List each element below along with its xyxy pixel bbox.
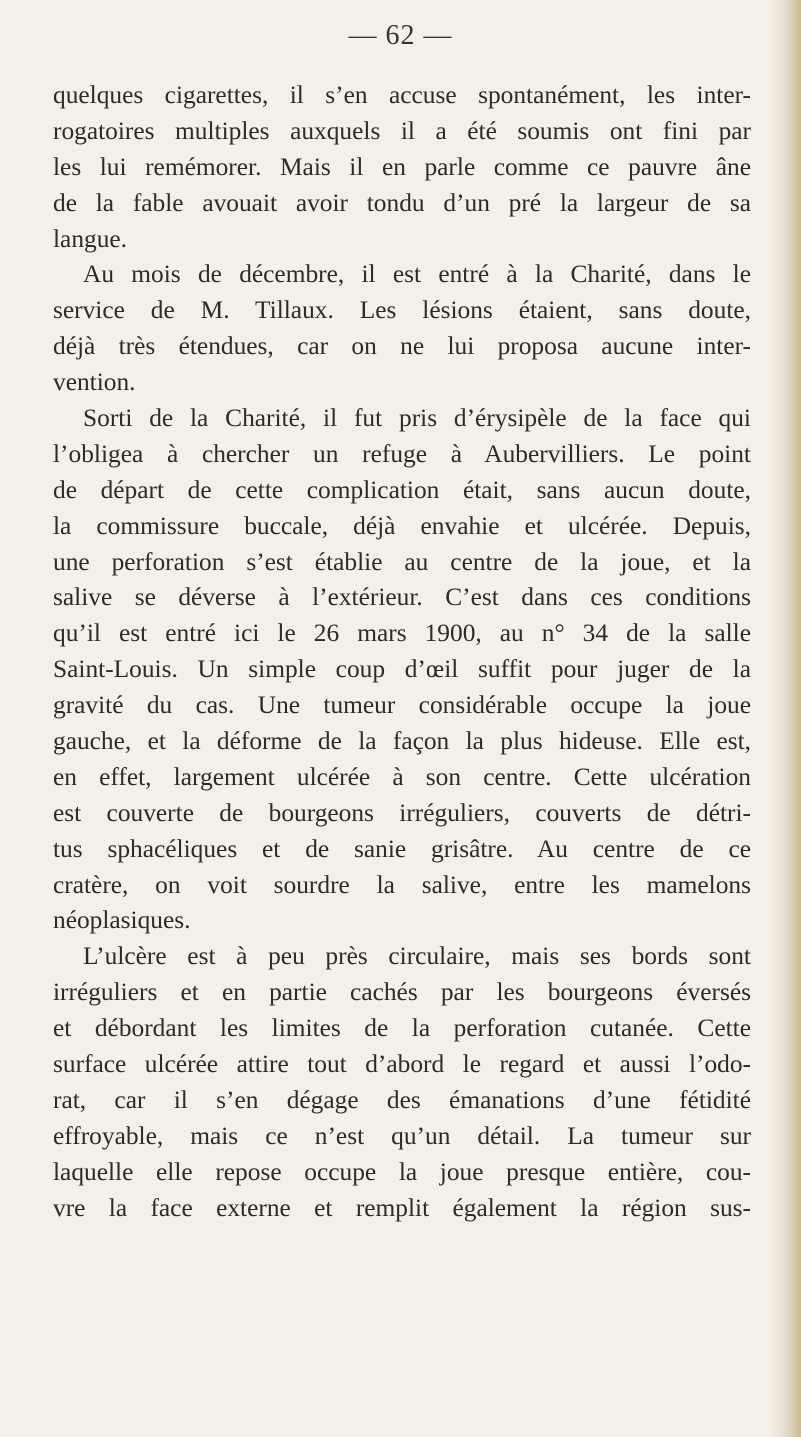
text-line: la commissure buccale, déjà envahie et ulcérée. Depuis, <box>53 511 751 540</box>
text-line: néoplasiques. <box>53 906 191 935</box>
text-line: effroyable, mais ce n’est qu’un détail. La tumeur sur <box>53 1121 751 1150</box>
text-line: gravité du cas. Une tumeur considérable occupe la joue <box>53 691 751 720</box>
text-line: de la fable avouait avoir tondu d’un pré la largeur de sa <box>53 188 751 217</box>
text-line: Au mois de décembre, il est entré à la Charité, dans le <box>83 260 751 289</box>
text-line: Saint-Louis. Un simple coup d’œil suffit pour juger de la <box>53 655 751 684</box>
text-line: les lui remémorer. Mais il en parle comme ce pauvre âne <box>53 152 751 181</box>
text-line: vention. <box>53 368 136 397</box>
text-line: service de M. Tillaux. Les lésions étaient, sans doute, <box>53 296 751 325</box>
text-line: qu’il est entré ici le 26 mars 1900, au n° 34 de la salle <box>53 619 751 648</box>
text-line: surface ulcérée attire tout d’abord le regard et aussi l’odo- <box>53 1050 751 1079</box>
text-line: tus sphacéliques et de sanie grisâtre. Au centre de ce <box>53 834 751 863</box>
text-line: une perforation s’est établie au centre de la joue, et la <box>53 547 751 576</box>
text-line: est couverte de bourgeons irréguliers, couverts de détri- <box>53 798 751 827</box>
text-line: l’obligea à chercher un refuge à Aubervilliers. Le point <box>53 439 751 468</box>
text-line: et débordant les limites de la perforation cutanée. Cette <box>53 1014 751 1043</box>
text-line: quelques cigarettes, il s’en accuse spontanément, les inter- <box>53 81 751 109</box>
text-line: cratère, on voit sourdre la salive, entre les mamelons <box>53 870 751 899</box>
text-line: en effet, largement ulcérée à son centre. Cette ulcération <box>53 762 751 791</box>
page-number: — 62 — <box>348 20 453 51</box>
page-edge-shading <box>783 0 801 1437</box>
text-line: langue. <box>53 224 128 253</box>
text-line: déjà très étendues, car on ne lui proposa aucune inter- <box>53 332 751 361</box>
text-line: vre la face externe et remplit également la région sus- <box>53 1193 751 1222</box>
text-line: salive se déverse à l’extérieur. C’est dans ces conditions <box>53 583 751 612</box>
text-line: irréguliers et en partie cachés par les bourgeons éversés <box>53 978 751 1007</box>
text-line: Sorti de la Charité, il fut pris d’érysipèle de la face qui <box>83 404 751 433</box>
body-text <box>53 78 751 1227</box>
text-line: L’ulcère est à peu près circulaire, mais ses bords sont <box>83 942 751 971</box>
text-line: rogatoires multiples auxquels il a été soumis ont fini par <box>53 116 751 145</box>
text-line: de départ de cette complication était, sans aucun doute, <box>53 475 751 504</box>
text-line: laquelle elle repose occupe la joue presque entière, cou- <box>53 1157 751 1186</box>
text-line: rat, car il s’en dégage des émanations d’une fétidité <box>53 1085 751 1114</box>
text-line: gauche, et la déforme de la façon la plus hideuse. Elle est, <box>53 727 751 756</box>
